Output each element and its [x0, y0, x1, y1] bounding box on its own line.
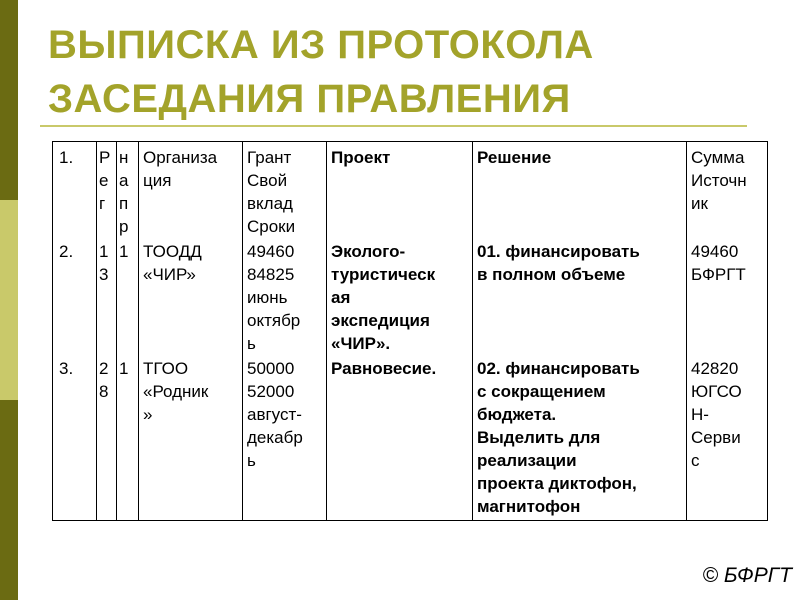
side-band-dark-bottom [0, 400, 18, 600]
header-reg: Р е г [97, 142, 117, 239]
slide-title [48, 18, 768, 126]
header-project: Проект [327, 142, 473, 239]
title-underline [40, 125, 747, 127]
header-decision: Решение [473, 142, 687, 239]
row-reg: 1 3 [97, 238, 117, 355]
header-npp: н а п р [117, 142, 139, 239]
row-npp: 1 [117, 355, 139, 521]
row-organization: ТГОО «Родник » [139, 355, 243, 521]
copyright-footer: © БФРГТ [702, 564, 792, 587]
table-row [53, 355, 768, 521]
title-line-1: ВЫПИСКА ИЗ ПРОТОКОЛА [48, 23, 594, 67]
row-npp: 1 [117, 238, 139, 355]
row-project: Равновесие. [327, 355, 473, 521]
header-grant: Грант Свой вклад Сроки [243, 142, 327, 239]
side-band-light-middle [0, 200, 18, 400]
row-num: 2. [53, 238, 97, 355]
row-num: 3. [53, 355, 97, 521]
row-grant: 49460 84825 июнь октябр ь [243, 238, 327, 355]
row-project: Эколого- туристическ ая экспедиция «ЧИР». [327, 238, 473, 355]
decorative-side-band [0, 0, 18, 600]
row-sum: 49460 БФРГТ [687, 238, 768, 355]
table-row [53, 238, 768, 355]
row-decision: 01. финансировать в полном объеме [473, 238, 687, 355]
side-band-dark-top [0, 0, 18, 200]
header-organization: Организа ция [139, 142, 243, 239]
table-header-row [53, 142, 768, 239]
row-organization: ТООДД «ЧИР» [139, 238, 243, 355]
protocol-table [52, 141, 768, 521]
row-grant: 50000 52000 август- декабр ь [243, 355, 327, 521]
title-line-2: ЗАСЕДАНИЯ ПРАВЛЕНИЯ [48, 77, 571, 121]
header-sum: Сумма Источн ик [687, 142, 768, 239]
row-decision: 02. финансировать с сокращением бюджета. Выделить для реализации проекта диктофон, магнитофон [473, 355, 687, 521]
row-sum: 42820 ЮГСО Н- Серви с [687, 355, 768, 521]
row-reg: 2 8 [97, 355, 117, 521]
header-num: 1. [53, 142, 97, 239]
